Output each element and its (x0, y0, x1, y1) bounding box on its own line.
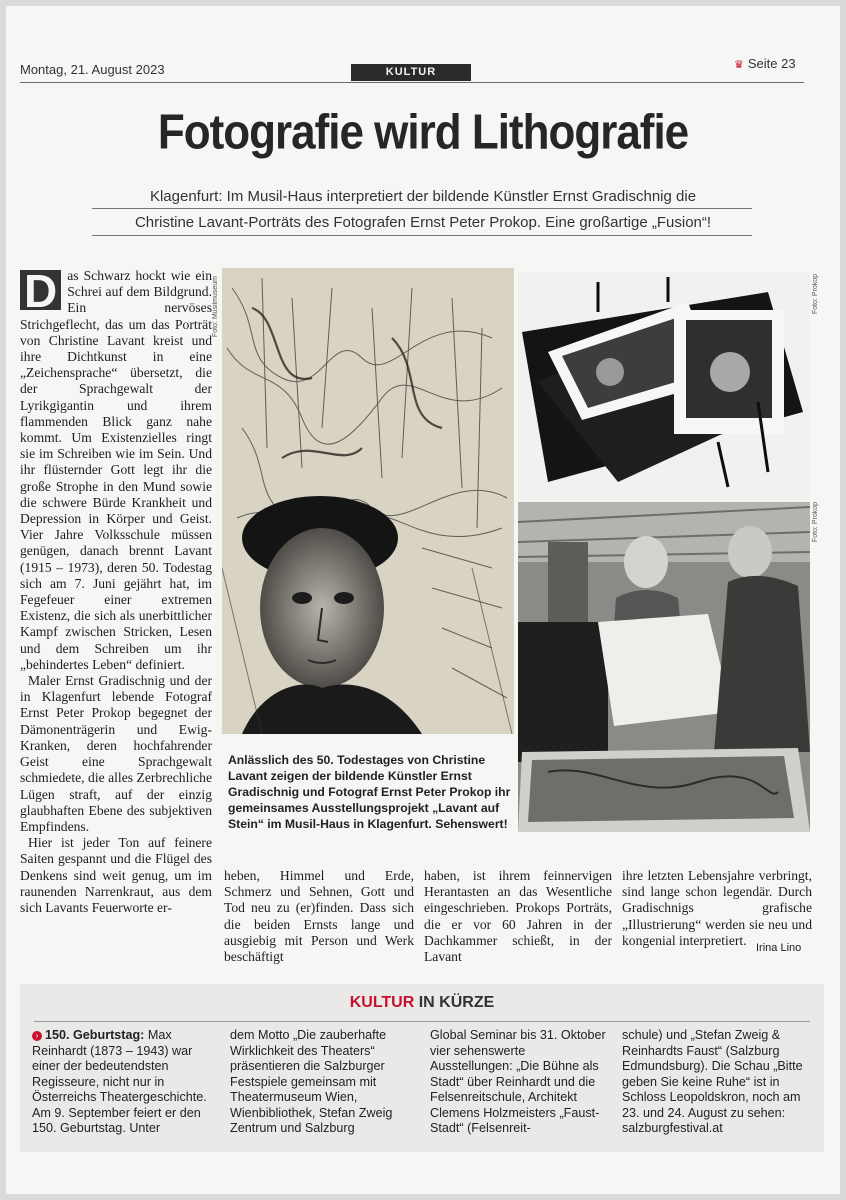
header-rule (20, 82, 804, 83)
article-column-2 (224, 868, 414, 965)
workshop-image (518, 502, 810, 832)
photo-caption: Anlässlich des 50. Todestages von Christine Lavant zeigen der bildende Künstler Ernst Gradischnig und Fotograf Ernst Peter Prokop ihr gemeinsames Ausstellungsprojekt „Lavant auf Stein“ im Musil-Haus in Klagenfurt. Sehenswert! (228, 753, 511, 831)
brief-column-1 (32, 1028, 214, 1137)
headline: Fotografie wird Lithografie (157, 105, 689, 160)
section-label: KULTUR (351, 64, 471, 81)
brief-column-4: schule) und „Stefan Zweig & Reinhardts Faust“ (Salzburg Edmundsburg). Die Schau „Bitte geben Sie keine Ruhe“ ist in Schloss Leopoldskron, noch am 23. und 24. August zu sehen: salzburgfestival.at (622, 1028, 803, 1135)
column-3-text: haben, ist ihrem feinnervigen Herantasten an das Wesentliche eingeschrieben. Prokops Porträts, die er vor 60 Jahren in der Dachkammer schießt, in der Lavant (424, 868, 612, 965)
portfolio-photo (518, 272, 810, 500)
drop-cap: D (20, 270, 61, 310)
arrow-bullet-icon: › (32, 1031, 42, 1041)
brief-column-3: Global Seminar bis 31. Oktober vier sehenswerte Ausstellungen: „Die Bühne als Stadt“ über Reinhardt und die Felsenreitschule, Architekt Clemens Holzmeisters „Faust-Stadt“ (Felsenreit- (430, 1028, 606, 1135)
article-column-4 (622, 868, 812, 949)
subheadline-rule-1 (92, 208, 752, 209)
paragraph-1 (20, 265, 212, 673)
portfolio-image (518, 272, 810, 500)
subheadline-rule-2 (92, 235, 752, 236)
lithograph-image (222, 268, 514, 734)
brief-lead: 150. Geburtstag: (45, 1028, 145, 1042)
paragraph-3: Hier ist jeder Ton auf feinere Saiten gespannt und die Flügel des Denkens sind weit genug, um im raunenden Narrenkraut, aus dem sich Lavants Feuerworte er- (20, 835, 212, 915)
box-title-accent: KULTUR (349, 994, 415, 1011)
box-rule (34, 1021, 810, 1022)
column-4-text: ihre letzten Lebensjahre verbringt, sind lange schon legendär. Durch Gradischnigs grafische „Illustrierung“ werden sie neu und kongenial interpretiert. (622, 868, 812, 948)
article-column-1 (20, 265, 212, 916)
author-byline: Irina Lino (756, 942, 802, 954)
photo-credit-2: Foto: Prokop (812, 274, 819, 315)
box-title-rest: IN KÜRZE (414, 994, 495, 1011)
subheadline-line-2: Christine Lavant-Porträts des Fotografen Ernst Peter Prokop. Eine großartige „Fusion“! (134, 214, 712, 231)
subheadline-line-1: Klagenfurt: Im Musil-Haus interpretiert der bildende Künstler Ernst Gradischnig die (149, 188, 697, 205)
photo-credit-1: Foto: Musilmuseum (212, 276, 219, 338)
artists-workshop-photo (518, 502, 810, 832)
issue-date: Montag, 21. August 2023 (20, 62, 165, 77)
photo-credit-3: Foto: Prokop (812, 502, 819, 543)
page-number (734, 56, 796, 71)
brief-column-2: dem Motto „Die zauberhafte Wirklichkeit des Theaters“ präsentieren die Salzburger Festspiele gemeinsam mit Theatermuseum Wien, Wienbibliothek, Stefan Zweig Zentrum und Salzburg (230, 1028, 393, 1135)
paragraph-2: Maler Ernst Gradischnig und der in Klagenfurt lebende Fotograf Ernst Peter Prokop begegnet der Dämonenträgerin und Ewig-Kranken, deren hochfahrender Geist eine Sprachgewalt schmiedete, die alles Zerbrechliche Lügen straft, auf der einzig glaubhaften Ebene des subjektiven Empfindens. (20, 673, 212, 834)
kultur-in-kuerze-box (20, 984, 824, 1152)
newspaper-page (6, 6, 840, 1194)
brief-column-1-text: Max Reinhardt (1873 – 1943) war einer der bedeutendsten Regisseure, nicht nur in Österreichs Theatergeschichte. Am 9. September feiert er den 150. Geburtstag. Unter (32, 1028, 207, 1135)
crown-icon: ♛ (734, 59, 744, 71)
paragraph-1-text: as Schwarz hockt wie ein Schrei auf dem Bildgrund. Ein nervöses Strichgeflecht, das um das Porträt von Christine Lavant kreist und ihre Dichtkunst in eine „Zeichensprache“ übersetzt, die der Sprachgewalt der Lyrikgigantin und ihrem flammenden Blick ganz nahe kommt. Um Existenzielles ringt sie im Schreiben wie im Sein. Und ihr flüsternder Gott legt ihr die große Strophe in den Mund sowie die schwere Bürde Krankheit und Depression in Körper und Geist. Vier Jahre Volksschule müssen genügen, danach brennt Lavant (1915 – 1973), deren 50. Todestag sich am 7. Juni gejährt hat, im Fegefeuer einer extremen Existenz, die sich als unerbittlicher Kampf zwischen Stricken, Lesen und dem Schreiben um ihr „behindertes Leben“ definiert. (20, 268, 212, 672)
lithograph-portrait-photo (222, 268, 514, 734)
page-number-text: Seite 23 (747, 56, 796, 71)
column-2-text: heben, Himmel und Erde, Schmerz und Sehnen, Gott und Tod neu zu (er)finden. Dass sich die beiden Ernsts lange und ausgiebig mit Person und Werk beschäftigt (224, 868, 414, 965)
box-title (20, 994, 824, 1012)
article-column-3 (424, 868, 612, 965)
